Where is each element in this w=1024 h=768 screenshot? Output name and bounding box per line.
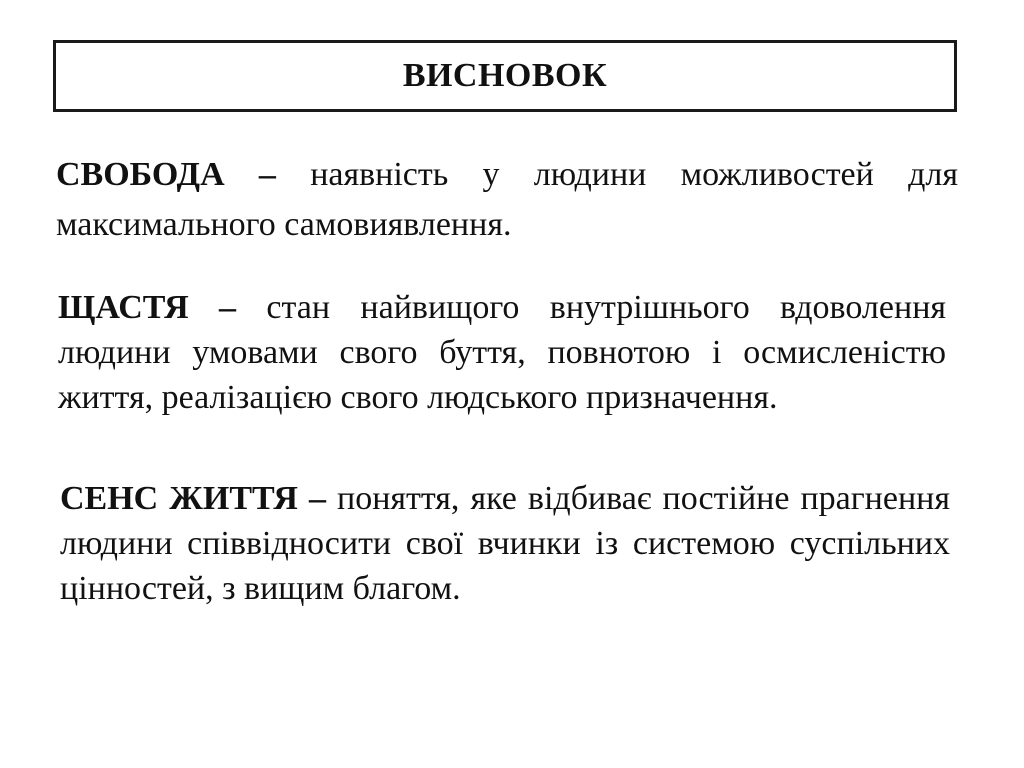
slide-title: ВИСНОВОК — [402, 57, 608, 94]
definition-term: СВОБОДА — [56, 156, 225, 193]
definition-term: ЩАСТЯ — [58, 289, 189, 326]
definition-text: наявність у людини можливостей для максимального самовиявлення. — [56, 156, 959, 243]
title-box — [53, 40, 957, 112]
definition-dash: – — [258, 156, 276, 193]
definition-happiness — [58, 285, 946, 420]
definition-text: стан найвищого внутрішнього вдоволення людини умовами свого буття, повнотою і осмисленістю життя, реалізацією свого людського призначення. — [58, 289, 947, 416]
definition-meaning-of-life — [60, 476, 950, 611]
definition-term: СЕНС ЖИТТЯ — [60, 480, 298, 517]
definition-dash: – — [308, 480, 326, 517]
definition-freedom — [56, 150, 958, 250]
definition-dash: – — [219, 289, 237, 326]
definition-text: поняття, яке відбиває постійне прагнення людини співвідносити свої вчинки із системою суспільних цінностей, з вищим благом. — [60, 480, 950, 607]
